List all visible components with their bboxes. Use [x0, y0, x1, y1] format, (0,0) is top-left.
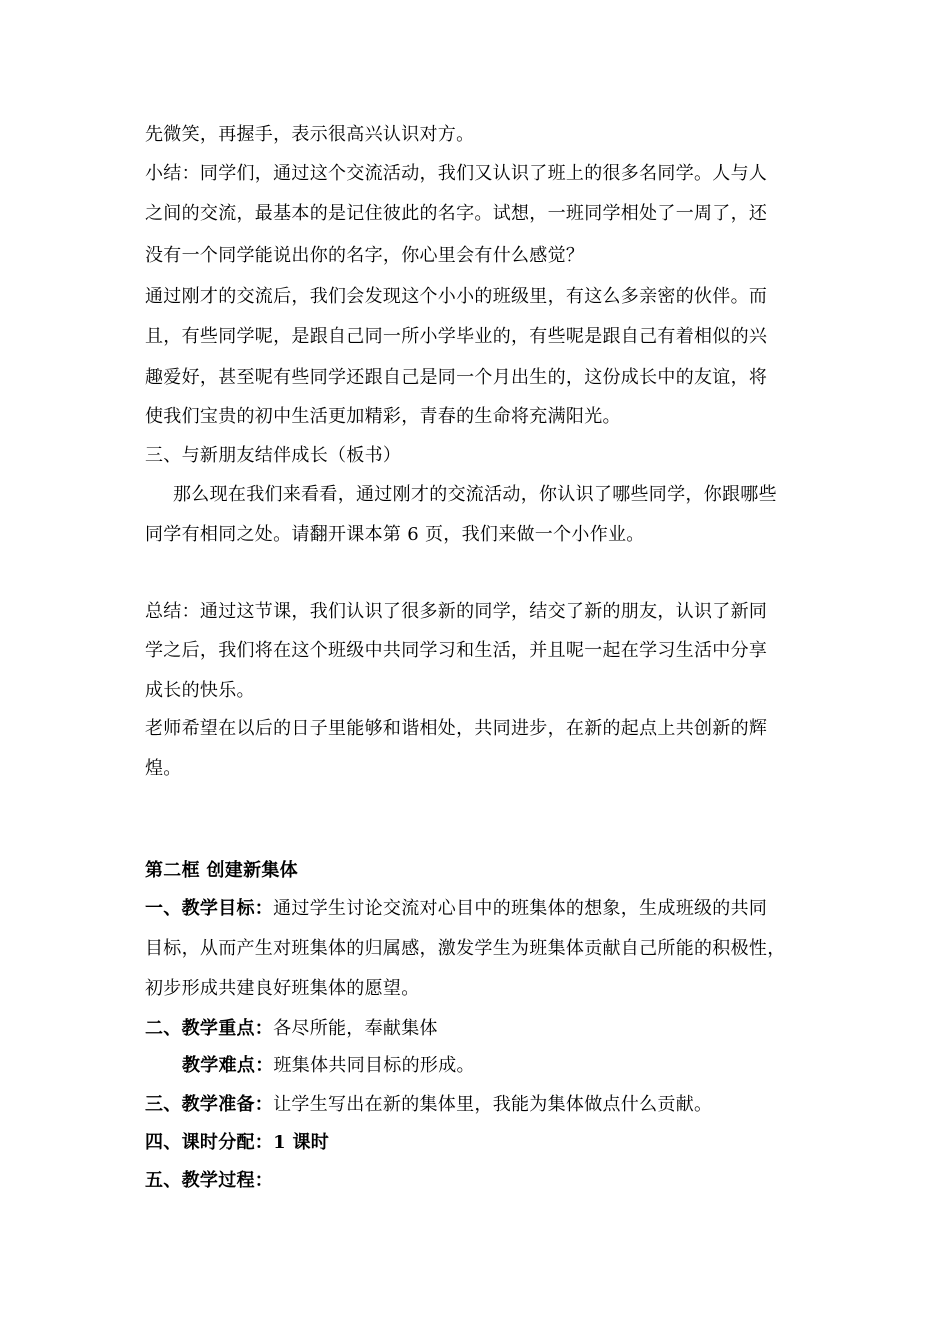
lesson-title: 第二框 创建新集体 [145, 860, 298, 881]
time-text: 1 课时 [273, 1132, 330, 1153]
difficulty-text: 班集体共同目标的形成。 [273, 1055, 475, 1076]
paragraph-line: 趣爱好，甚至呢有些同学还跟自己是同一个月出生的，这份成长中的友谊，将 [145, 367, 768, 388]
goal-line [145, 898, 767, 920]
paragraph-line: 先微笑，再握手，表示很高兴认识对方。 [145, 124, 475, 145]
paragraph-line: 没有一个同学能说出你的名字，你心里会有什么感觉？ [145, 245, 585, 266]
difficulty-label: 教学难点： [182, 1055, 274, 1076]
goal-label: 一、教学目标： [145, 898, 274, 919]
section-heading: 三、与新朋友结伴成长（板书） [145, 445, 402, 466]
prep-text: 让学生写出在新的集体里，我能为集体做点什么贡献。 [273, 1094, 713, 1115]
goal-text: 通过学生讨论交流对心目中的班集体的想象，生成班级的共同 [273, 898, 768, 919]
paragraph-line: 同学有相同之处。请翻开课本第 6 页，我们来做一个小作业。 [145, 524, 645, 545]
process-heading: 五、教学过程： [145, 1170, 274, 1191]
time-label: 四、课时分配： [145, 1132, 274, 1153]
paragraph-line: 小结：同学们，通过这个交流活动，我们又认识了班上的很多名同学。人与人 [145, 163, 768, 184]
paragraph-line: 那么现在我们来看看，通过刚才的交流活动，你认识了哪些同学，你跟哪些 [173, 484, 777, 505]
focus-line [145, 1018, 438, 1040]
prep-line [145, 1094, 712, 1116]
paragraph-line: 学之后，我们将在这个班级中共同学习和生活，并且呢一起在学习生活中分享 [145, 640, 768, 661]
focus-label: 二、教学重点： [145, 1018, 274, 1039]
paragraph-line: 煌。 [145, 758, 182, 779]
prep-label: 三、教学准备： [145, 1094, 274, 1115]
paragraph-line: 老师希望在以后的日子里能够和谐相处，共同进步，在新的起点上共创新的辉 [145, 718, 768, 739]
paragraph-line: 且，有些同学呢，是跟自己同一所小学毕业的，有些呢是跟自己有着相似的兴 [145, 326, 768, 347]
time-line [145, 1132, 329, 1154]
focus-text: 各尽所能，奉献集体 [273, 1018, 438, 1039]
paragraph-line: 使我们宝贵的初中生活更加精彩，青春的生命将充满阳光。 [145, 406, 621, 427]
paragraph-line: 之间的交流，最基本的是记住彼此的名字。试想，一班同学相处了一周了，还 [145, 203, 768, 224]
paragraph-line: 通过刚才的交流后，我们会发现这个小小的班级里，有这么多亲密的伙伴。而 [145, 286, 768, 307]
difficulty-line [182, 1055, 475, 1077]
paragraph-line: 总结：通过这节课，我们认识了很多新的同学，结交了新的朋友，认识了新同 [145, 601, 768, 622]
paragraph-line: 目标，从而产生对班集体的归属感，激发学生为班集体贡献自己所能的积极性， [145, 938, 786, 959]
paragraph-line: 初步形成共建良好班集体的愿望。 [145, 978, 420, 999]
paragraph-line: 成长的快乐。 [145, 680, 255, 701]
